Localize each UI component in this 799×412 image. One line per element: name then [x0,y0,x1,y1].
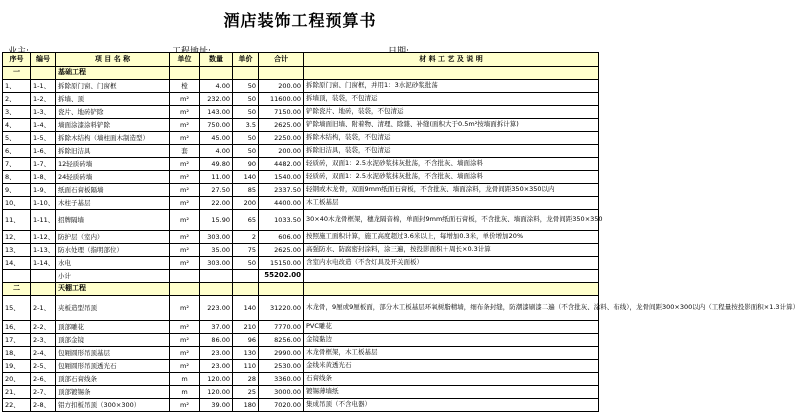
row-seq: 12、 [3,231,31,244]
row-code: 1-5、 [31,132,56,145]
subtotal-label: 小计 [56,270,170,283]
row-quantity: 11.00 [200,171,233,184]
section-empty-cell [304,283,599,296]
row-item-name: 顶部镀锡条 [56,386,170,399]
row-seq: 22、 [3,399,31,412]
row-unit: m² [170,158,200,171]
row-total: 2990.00 [259,347,304,360]
row-code: 1-13、 [31,244,56,257]
row-unit: m² [170,210,200,231]
section-empty-cell [233,67,259,80]
subtotal-empty-cell [3,270,31,283]
row-unit: m² [170,399,200,412]
row-code: 1-11、 [31,210,56,231]
row-description: 轻钢或木龙骨，双面9mm纸面石膏板，不含批灰、墙面涂料，龙骨间距350×350以内 [304,184,599,197]
row-description: 集成吊顶（不含电器） [304,399,599,412]
subtotal-empty-cell [31,270,56,283]
header-cell: 数量 [200,53,233,67]
table-row [3,184,599,197]
row-description: 拆墙顶，装袋，不包清运 [304,93,599,106]
section-empty-cell [200,67,233,80]
row-unit: m² [170,347,200,360]
row-code: 2-7、 [31,386,56,399]
section-empty-cell [170,283,200,296]
row-code: 1-9、 [31,184,56,197]
row-unit-price: 28 [233,373,259,386]
row-quantity: 37.00 [200,321,233,334]
section-name: 天棚工程 [56,283,170,296]
row-total: 31220.00 [259,296,304,321]
subtotal-row [3,270,599,283]
row-code: 2-4、 [31,347,56,360]
row-code: 2-8、 [31,399,56,412]
row-code: 1-2、 [31,93,56,106]
row-item-name: 防水处理（指明部位） [56,244,170,257]
row-quantity: 4.00 [200,145,233,158]
header-cell: 序号 [3,53,31,67]
row-description: 轻质砖，双面1：2.5水泥砂浆抹灰批荡，不含批灰、墙面涂料 [304,171,599,184]
row-unit: m² [170,197,200,210]
row-quantity: 223.00 [200,296,233,321]
row-seq: 13、 [3,244,31,257]
row-total: 2530.00 [259,360,304,373]
row-total: 606.00 [259,231,304,244]
table-row [3,296,599,321]
row-description: 含室内水电改造（不含灯具及开关面板） [304,257,599,270]
row-item-name: 木柱子基层 [56,197,170,210]
section-header-row [3,67,599,80]
section-number: 二 [3,283,31,296]
row-unit-price: 50 [233,257,259,270]
section-spacer [31,67,56,80]
row-code: 2-5、 [31,360,56,373]
row-total: 4400.00 [259,197,304,210]
row-item-name: 招牌隔墙 [56,210,170,231]
subtotal-empty-cell [200,270,233,283]
header-cell: 单价 [233,53,259,67]
row-seq: 3、 [3,106,31,119]
row-total: 2625.00 [259,244,304,257]
row-seq: 7、 [3,158,31,171]
table-row [3,360,599,373]
row-item-name: 顶部雕花 [56,321,170,334]
row-item-name: 拆除木结构（墙柱面木制造型） [56,132,170,145]
row-unit-price: 50 [233,93,259,106]
table-row [3,231,599,244]
row-item-name: 24轻质砖墙 [56,171,170,184]
table-row [3,132,599,145]
row-seq: 6、 [3,145,31,158]
row-total: 11600.00 [259,93,304,106]
row-unit-price: 210 [233,321,259,334]
section-empty-cell [259,283,304,296]
row-quantity: 22.00 [200,197,233,210]
table-header-row [3,53,599,67]
row-quantity: 120.00 [200,386,233,399]
row-item-name: 铝方扣板吊顶（300×300） [56,399,170,412]
row-total: 3000.00 [259,386,304,399]
row-unit: m [170,373,200,386]
header-cell: 单位 [170,53,200,67]
row-unit: m² [170,360,200,373]
section-name: 基础工程 [56,67,170,80]
row-total: 8256.00 [259,334,304,347]
row-seq: 4、 [3,119,31,132]
section-empty-cell [233,283,259,296]
section-empty-cell [304,67,599,80]
header-cell: 编号 [31,53,56,67]
row-unit-price: 130 [233,347,259,360]
row-unit-price: 50 [233,145,259,158]
table-row [3,373,599,386]
row-unit: m² [170,184,200,197]
row-quantity: 49.80 [200,158,233,171]
row-item-name: 夹板造型吊顶 [56,296,170,321]
row-unit: m² [170,296,200,321]
section-header-row [3,283,599,296]
row-quantity: 232.00 [200,93,233,106]
row-description: 高强防水、防腐密封涂料，涂三遍，按投影面积＋周长×0.3计算 [304,244,599,257]
table-row [3,106,599,119]
row-total: 200.00 [259,145,304,158]
header-cell: 材 料 工 艺 及 说 明 [304,53,599,67]
row-item-name: 纸面石膏板隔墙 [56,184,170,197]
row-unit-price: 2 [233,231,259,244]
row-seq: 5、 [3,132,31,145]
row-seq: 8、 [3,171,31,184]
section-spacer [31,283,56,296]
row-description: 石膏线条 [304,373,599,386]
row-item-name: 水电 [56,257,170,270]
subtotal-empty-cell [304,270,599,283]
table-row [3,334,599,347]
row-unit: m² [170,132,200,145]
row-quantity: 750.00 [200,119,233,132]
table-row [3,119,599,132]
row-unit-price: 50 [233,106,259,119]
row-quantity: 23.00 [200,347,233,360]
row-item-name: 包厢圆形吊顶透光石 [56,360,170,373]
row-total: 2337.50 [259,184,304,197]
row-code: 1-6、 [31,145,56,158]
row-code: 2-3、 [31,334,56,347]
row-item-name: 顶部金镜 [56,334,170,347]
row-total: 7150.00 [259,106,304,119]
row-seq: 9、 [3,184,31,197]
row-unit: m² [170,106,200,119]
table-row [3,399,599,412]
row-seq: 16、 [3,321,31,334]
row-quantity: 120.00 [200,373,233,386]
row-unit-price: 25 [233,386,259,399]
row-unit-price: 3.5 [233,119,259,132]
table-row [3,321,599,334]
row-unit-price: 110 [233,360,259,373]
row-quantity: 39.00 [200,399,233,412]
row-unit: 套 [170,145,200,158]
subtotal-empty-cell [170,270,200,283]
row-unit-price: 50 [233,132,259,145]
row-unit: m² [170,321,200,334]
row-total: 7020.00 [259,399,304,412]
row-seq: 17、 [3,334,31,347]
table-row [3,347,599,360]
row-quantity: 4.00 [200,80,233,93]
row-code: 2-1、 [31,296,56,321]
row-total: 2625.00 [259,119,304,132]
row-quantity: 27.50 [200,184,233,197]
row-unit-price: 75 [233,244,259,257]
row-seq: 19、 [3,360,31,373]
row-unit: 樘 [170,80,200,93]
row-total: 1033.50 [259,210,304,231]
row-description: 木龙骨框架，木工板基层 [304,347,599,360]
budget-table-body [3,53,799,412]
row-description: 按照施工面积计算，施工高度超过3.6米以上，每增加0.3米，单价增加20% [304,231,599,244]
row-total: 200.00 [259,80,304,93]
row-quantity: 86.00 [200,334,233,347]
row-item-name: 墙面涂漆涂料铲除 [56,119,170,132]
row-item-name: 12轻质砖墙 [56,158,170,171]
row-item-name: 拆墙、顶 [56,93,170,106]
row-unit-price: 140 [233,296,259,321]
table-row [3,210,599,231]
row-description: 镀锡薄墙纸 [304,386,599,399]
row-seq: 14、 [3,257,31,270]
row-unit-price: 85 [233,184,259,197]
row-description: 拆除旧洁具，装袋，不包清运 [304,145,599,158]
row-code: 1-4、 [31,119,56,132]
row-unit-price: 96 [233,334,259,347]
section-number: 一 [3,67,31,80]
row-unit: m² [170,119,200,132]
row-unit: m² [170,231,200,244]
row-unit-price: 65 [233,210,259,231]
row-code: 2-6、 [31,373,56,386]
row-description: 木龙骨，9厘或9厘板面，部分木工板基层环氧树脂精墙，细布条封缝，防潮漆刷漆二遍（不含批灰、涂料、布线），龙骨间距300×300以内（工程量按投影面积×1.3计算） [304,296,599,321]
row-description: 木工板基层 [304,197,599,210]
row-code: 1-14、 [31,257,56,270]
section-empty-cell [259,67,304,80]
row-seq: 1、 [3,80,31,93]
row-description: 轻质砖，双面1：2.5水泥砂浆抹灰批荡，不含批灰、墙面涂料 [304,158,599,171]
row-code: 2-2、 [31,321,56,334]
row-code: 1-8、 [31,171,56,184]
row-unit: m² [170,93,200,106]
row-description: 拆除原门窗、门窗框，并用1：3水泥砂浆批荡 [304,80,599,93]
row-unit-price: 50 [233,80,259,93]
row-total: 15150.00 [259,257,304,270]
row-quantity: 23.00 [200,360,233,373]
row-code: 1-10、 [31,197,56,210]
row-code: 1-12、 [31,231,56,244]
row-quantity: 303.00 [200,231,233,244]
row-description: 金线米黄透光石 [304,360,599,373]
row-seq: 2、 [3,93,31,106]
row-seq: 10、 [3,197,31,210]
table-row [3,158,599,171]
row-code: 1-7、 [31,158,56,171]
row-item-name: 拆除原门窗、门窗框 [56,80,170,93]
table-row [3,93,599,106]
row-unit-price: 180 [233,399,259,412]
header-cell: 合计 [259,53,304,67]
row-seq: 21、 [3,386,31,399]
row-description: 铲除墙面旧墙、附着物、清理、除雜、补缝(面积大于0.5m²按墙面拆计算) [304,119,599,132]
row-quantity: 35.00 [200,244,233,257]
row-unit: m² [170,244,200,257]
row-quantity: 15.90 [200,210,233,231]
row-unit: m² [170,334,200,347]
row-description: 铲除瓷片、地砖，装袋，不包清运 [304,106,599,119]
row-seq: 15、 [3,296,31,321]
row-description: 拆除木结构，装袋，不包清运 [304,132,599,145]
row-total: 7770.00 [259,321,304,334]
row-total: 2250.00 [259,132,304,145]
section-empty-cell [170,67,200,80]
row-description: 30×40木龙骨框架，穗龙隔音棉，单面封9mm纸面石膏板，不含批灰、墙面涂料，龙骨间距350×350 [304,210,599,231]
row-item-name: 包厢圆形吊顶基层 [56,347,170,360]
row-total: 3360.00 [259,373,304,386]
table-row [3,386,599,399]
table-row [3,145,599,158]
row-item-name: 拆除旧洁具 [56,145,170,158]
row-unit: m [170,386,200,399]
row-unit: m² [170,171,200,184]
row-total: 1540.00 [259,171,304,184]
header-cell: 项 目 名 称 [56,53,170,67]
subtotal-value: 55202.00 [259,270,304,283]
row-quantity: 45.00 [200,132,233,145]
row-quantity: 303.00 [200,257,233,270]
subtotal-empty-cell [233,270,259,283]
section-empty-cell [200,283,233,296]
table-row [3,80,599,93]
table-row [3,197,599,210]
row-unit: m² [170,257,200,270]
row-description: 金镜黏边 [304,334,599,347]
row-unit-price: 140 [233,171,259,184]
row-unit-price: 200 [233,197,259,210]
row-quantity: 143.00 [200,106,233,119]
row-item-name: 顶部石膏线条 [56,373,170,386]
row-description: PVC雕花 [304,321,599,334]
row-unit-price: 90 [233,158,259,171]
budget-table [2,52,799,412]
table-row [3,244,599,257]
document-title: 酒店装饰工程预算书 [223,11,377,30]
row-code: 1-3、 [31,106,56,119]
row-total: 4482.00 [259,158,304,171]
table-row [3,171,599,184]
table-row [3,257,599,270]
row-seq: 20、 [3,373,31,386]
row-seq: 11、 [3,210,31,231]
row-seq: 18、 [3,347,31,360]
row-item-name: 防护层（室内） [56,231,170,244]
row-item-name: 瓷片、地砖铲除 [56,106,170,119]
row-code: 1-1、 [31,80,56,93]
